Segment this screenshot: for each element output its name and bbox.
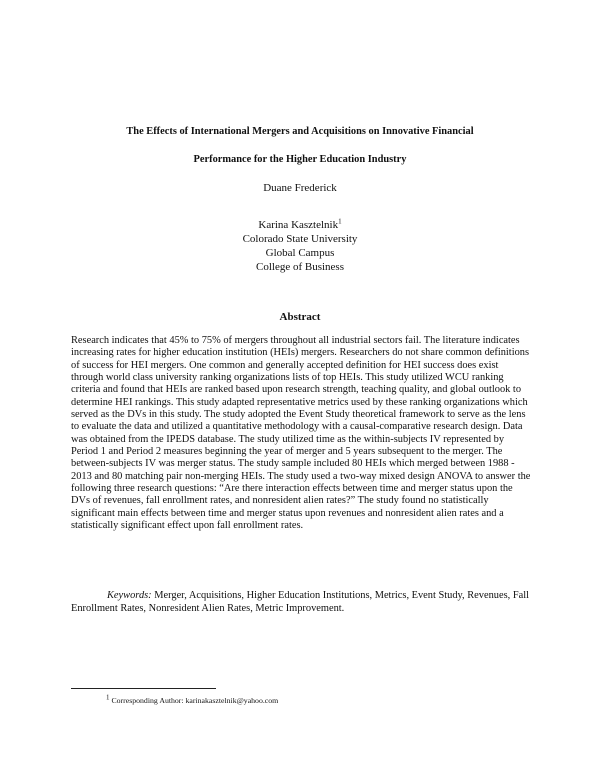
footnote-marker: 1 [338, 217, 342, 226]
abstract-body: Research indicates that 45% to 75% of mergers throughout all industrial sectors fail. The literature indicates increasing rates for higher education institution (HEIs) mergers. Researchers do not share common definitions of success for HEI mergers. One common and generally accepted definition for HEI success does exist through world class university ranking organizations lists of top HEIs. This study utilized WCU ranking criteria and found that HEIs are ranked based upon research strength, teaching quality, and global outlook to determine HEI rankings. This study adapted representative metrics used by these ranking organizations which served as the DVs in this study. The study adopted the Event Study theoretical framework to serve as the lens to evaluate the data and utilized a quantitative methodology with a causal-comparative research design. Data was obtained from the IPEDS database. The study utilized time as the within-subjects IV represented by Period 1 and Period 2 measures beginning the year of merger and 5 years subsequent to the merger. The between-subjects IV was merger status. The study sample included 80 HEIs which merged between 1988 - 2013 and 80 matching pair non-merging HEIs. The study used a two-way mixed design ANOVA to answer the following three research questions: “Are there interaction effects between time and merger status upon the DVs of revenues, fall enrollment rates, and nonresident alien rates?” The study found no statistically significant main effects between time and merger status upon revenues and nonresident alien rates and a statistically significant effect upon fall enrollment rates. [71, 335, 531, 532]
keywords-label: Keywords: [107, 590, 152, 601]
affiliation-university: Colorado State University [242, 233, 358, 245]
author-block-2 [150, 218, 450, 274]
abstract-heading: Abstract [279, 311, 321, 323]
author-name-with-footnote [150, 218, 450, 232]
footnote [106, 693, 526, 706]
keywords-paragraph [71, 589, 531, 615]
author-name: Karina Kasztelnik [258, 219, 339, 231]
author-block-1 [150, 181, 450, 195]
footnote-marker: 1 [106, 693, 110, 702]
paper-title-line-2: Performance for the Higher Education Industry [193, 154, 407, 165]
footnote-text: Corresponding Author: karinakasztelnik@yahoo.com [111, 696, 279, 705]
paper-title-line-1: The Effects of International Mergers and Acquisitions on Innovative Financial [126, 126, 474, 137]
author-name: Duane Frederick [263, 182, 337, 194]
footnote-divider [71, 688, 216, 689]
affiliation-college: College of Business [256, 261, 344, 273]
affiliation-campus: Global Campus [265, 247, 335, 259]
keywords-list: Merger, Acquisitions, Higher Education Institutions, Metrics, Event Study, Revenues, Fall Enrollment Rates, Nonresident Alien Rates, Metric Improvement. [71, 590, 530, 614]
